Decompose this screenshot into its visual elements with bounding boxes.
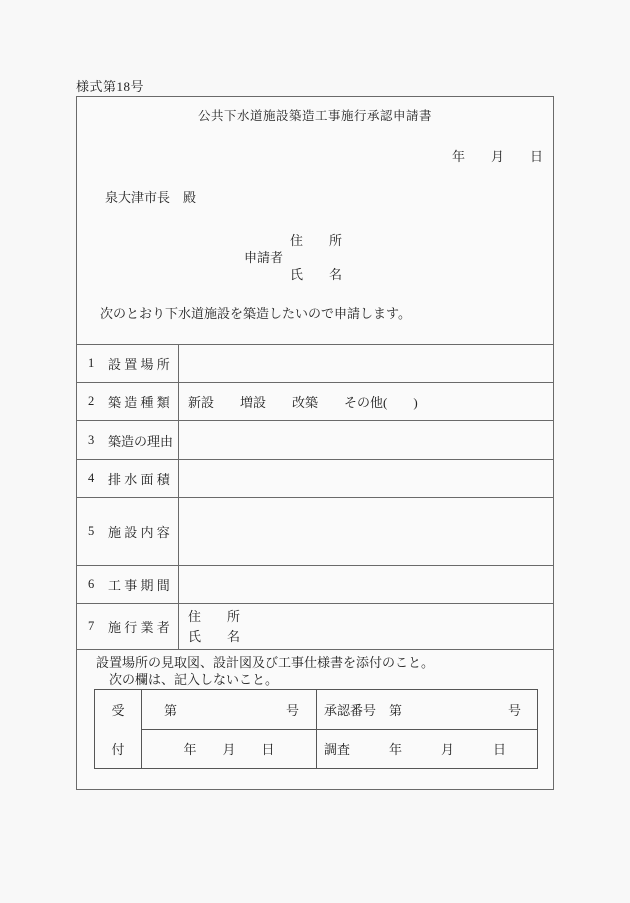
row-value-cell: [179, 460, 554, 497]
addressee: 泉大津市長 殿: [105, 190, 197, 205]
office-row-dates: [142, 730, 537, 769]
approval-number-label: 承認番号 第: [324, 702, 403, 718]
row-facility-details: [76, 497, 554, 565]
survey-date-cell: 調査 年 月 日: [324, 742, 507, 758]
applicant-name-label: 氏 名: [290, 267, 343, 282]
row-value-cell: [179, 604, 554, 649]
receipt-number-suffix: 号: [285, 702, 299, 718]
office-table-main: [142, 690, 537, 768]
contractor-address-label: 住 所: [188, 608, 241, 624]
row-label-cell: [76, 460, 179, 497]
row-installation-site: [76, 344, 554, 382]
row-label-cell: [76, 383, 179, 420]
row-drainage-area: [76, 459, 554, 497]
office-use-table: [94, 689, 538, 769]
receipt-number-cell: [142, 690, 317, 729]
row-number: 7: [88, 619, 95, 633]
row-label: 施 行 業 者: [108, 620, 170, 635]
row-label: 工 事 期 間: [108, 578, 170, 593]
contractor-name-label: 氏 名: [188, 628, 241, 644]
row-value-cell: 新設 増設 改築 その他( ): [188, 395, 418, 410]
main-table: [76, 344, 554, 650]
approval-number-cell: [317, 690, 537, 729]
row-label-cell: [76, 604, 179, 649]
row-value-cell: [179, 421, 554, 459]
row-construction-period: [76, 565, 554, 603]
row-value-cell: [179, 498, 554, 565]
attachment-notes: [96, 654, 434, 688]
receipt-char-top: 受: [111, 703, 125, 718]
note-attachments: 設置場所の見取図、設計図及び工事仕様書を添付のこと。: [96, 655, 435, 670]
note-do-not-fill: 次の欄は、記入しないこと。: [109, 672, 279, 687]
applicant-label: 申請者: [244, 250, 284, 265]
row-label-cell: [76, 498, 179, 565]
applicant-address-label: 住 所: [290, 233, 343, 248]
row-label-cell: [76, 345, 179, 382]
row-value-cell: [179, 566, 554, 603]
intro-sentence: 次のとおり下水道施設を築造したいので申請します。: [100, 306, 411, 321]
row-label: 設 置 場 所: [108, 357, 170, 372]
receipt-number-prefix: 第: [164, 702, 178, 718]
row-number: 6: [88, 577, 95, 591]
row-value-cell: [179, 345, 554, 382]
row-label: 施 設 内 容: [108, 525, 170, 540]
row-number: 1: [88, 356, 95, 370]
application-date-line: 年 月 日: [451, 149, 543, 164]
row-label: 築 造 種 類: [108, 395, 170, 410]
row-number: 5: [88, 524, 95, 538]
form-body-frame: [76, 96, 554, 790]
approval-number-suffix: 号: [507, 702, 521, 718]
row-label: 排 水 面 積: [108, 472, 170, 487]
receipt-char-bottom: 付: [111, 742, 125, 757]
row-label-cell: [76, 566, 179, 603]
receipt-header-cell: [95, 690, 142, 768]
form-title: 公共下水道施設築造工事施行承認申請書: [197, 109, 432, 123]
row-label-cell: [76, 421, 179, 459]
form-number: 様式第18号: [76, 79, 145, 94]
office-row-numbers: [142, 690, 537, 730]
row-label: 築造の理由: [108, 433, 174, 449]
row-number: 4: [88, 471, 95, 485]
row-number: 3: [88, 432, 95, 447]
row-construction-type: [76, 382, 554, 420]
row-contractor: [76, 603, 554, 649]
row-construction-reason: [76, 420, 554, 459]
row-number: 2: [88, 394, 95, 408]
receipt-date-cell: 年 月 日: [142, 730, 317, 769]
